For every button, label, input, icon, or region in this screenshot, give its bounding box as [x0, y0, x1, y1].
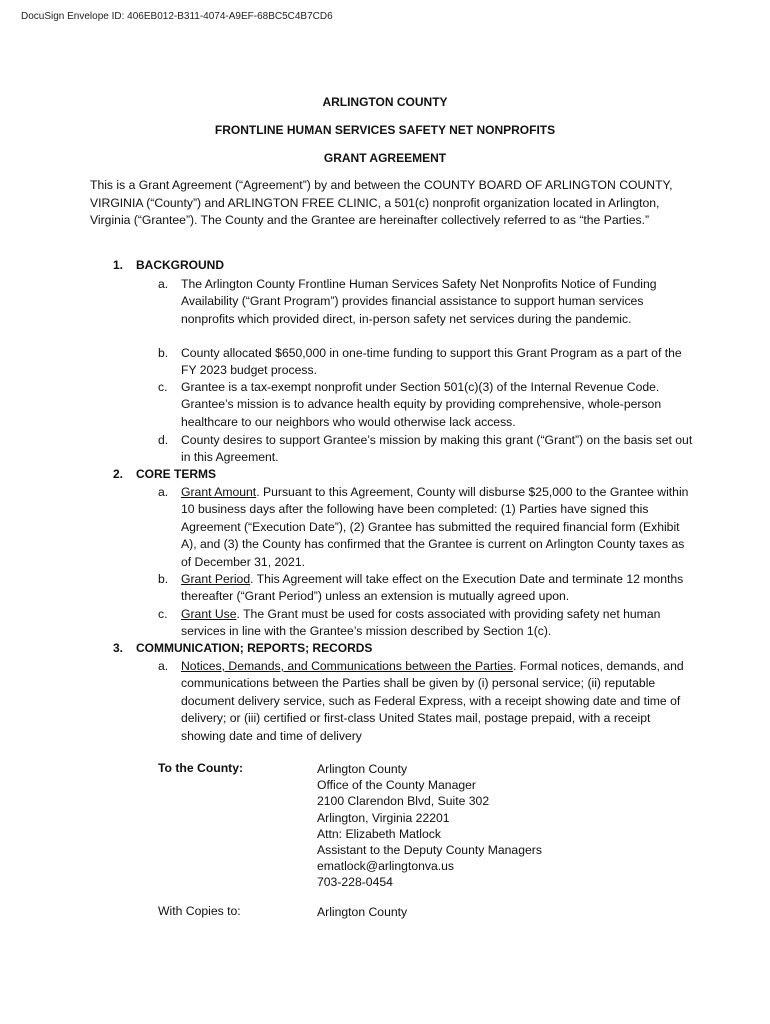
address-line: Office of the County Manager: [317, 778, 476, 793]
section-title: CORE TERMS: [136, 467, 217, 481]
item-marker: a.: [158, 659, 169, 673]
copies-address-block: [317, 904, 407, 920]
item-marker: c.: [158, 380, 168, 394]
address-line: Arlington, Virginia 22201: [317, 810, 450, 825]
heading-program: FRONTLINE HUMAN SERVICES SAFETY NET NONPROFITS: [214, 123, 556, 137]
item-text: . Formal notices, demands, and communications between the Parties shall be given by (i) personal service; (ii) reputable document delivery service, such as Federal Express, with a receipt showing date and time of delivery; or (iii) certified or first-class United States mail, postage prepaid, with a receipt showing date and time of delivery: [181, 659, 684, 743]
section-2-heading: [113, 467, 216, 481]
item-lead-term: Notices, Demands, and Communications between the Parties: [181, 659, 513, 673]
item-marker: c.: [158, 607, 168, 621]
item-text: County desires to support Grantee’s mission by making this grant (“Grant”) on the basis set out in this Agreement.: [181, 433, 693, 465]
item-marker: d.: [158, 433, 169, 447]
section-title: COMMUNICATION; REPORTS; RECORDS: [136, 641, 373, 655]
phone-line: 703-228-0454: [317, 875, 393, 890]
section-3-item-a: [158, 658, 693, 745]
section-1-item-c: [158, 379, 693, 431]
section-2-item-b: [158, 571, 693, 606]
section-number: 1.: [113, 258, 124, 272]
intro-paragraph: This is a Grant Agreement (“Agreement”) by and between the COUNTY BOARD OF ARLINGTON COUNTY, VIRGINIA (“County”) and ARLINGTON FREE CLINIC, a 501(c) nonprofit organization located in Arlington, Virginia (“Grantee”). The County and the Grantee are hereinafter collectively referred to as “the Parties.”: [90, 178, 673, 228]
section-2-item-c: [158, 606, 693, 641]
email-line: ematlock@arlingtonva.us: [317, 859, 455, 874]
copies-to-label: With Copies to:: [158, 904, 241, 918]
item-text: Grantee is a tax-exempt nonprofit under Section 501(c)(3) of the Internal Revenue Code. Grantee’s mission is to advance health equity by providing comprehensive, whole-person healthcare to our neighbors who would otherwise lack access.: [181, 380, 662, 429]
section-1-heading: [113, 258, 224, 272]
section-1-item-d: [158, 432, 693, 467]
section-number: 2.: [113, 467, 124, 481]
item-text: . Pursuant to this Agreement, County will disburse $25,000 to the Grantee within 10 business days after the following have been completed: (1) Parties have signed this Agreement (“Execution Date”), (2) Grantee has submitted the required financial form (Exhibit A), and (3) the County has confirmed that the Grantee is current on Arlington County taxes as of December 31, 2021.: [181, 485, 689, 569]
county-address-block: [317, 761, 542, 891]
item-marker: a.: [158, 277, 169, 291]
to-county-label: To the County:: [158, 761, 244, 775]
item-text: . This Agreement will take effect on the Execution Date and terminate 12 months thereafter (“Grant Period”) unless an extension is mutually agreed upon.: [181, 572, 684, 604]
section-2-item-a: [158, 484, 693, 571]
envelope-id: DocuSign Envelope ID: 406EB012-B311-4074-A9EF-68BC5C4B7CD6: [21, 11, 333, 22]
section-1-item-a: [158, 276, 693, 328]
item-text: County allocated $650,000 in one-time funding to support this Grant Program as a part of the FY 2023 budget process.: [181, 346, 682, 378]
address-line: 2100 Clarendon Blvd, Suite 302: [317, 794, 490, 809]
item-marker: b.: [158, 346, 169, 360]
section-1-item-b: [158, 345, 693, 380]
section-title: BACKGROUND: [136, 258, 224, 272]
item-marker: b.: [158, 572, 169, 586]
heading-county: ARLINGTON COUNTY: [322, 95, 448, 109]
address-line: Arlington County: [317, 905, 408, 919]
section-3-heading: [113, 641, 372, 655]
address-line: Assistant to the Deputy County Managers: [317, 843, 542, 858]
address-line: Arlington County: [317, 762, 408, 776]
item-marker: a.: [158, 485, 169, 499]
item-text: . The Grant must be used for costs associated with providing safety net human services in line with the Grantee’s mission described by Section 1(c).: [181, 607, 661, 639]
item-lead-term: Grant Use: [181, 607, 237, 621]
item-lead-term: Grant Amount: [181, 485, 257, 499]
heading-agreement: GRANT AGREEMENT: [323, 151, 447, 165]
item-lead-term: Grant Period: [181, 572, 251, 586]
section-number: 3.: [113, 641, 124, 655]
address-line: Attn: Elizabeth Matlock: [317, 826, 441, 841]
item-text: The Arlington County Frontline Human Services Safety Net Nonprofits Notice of Funding Availability (“Grant Program”) provides financial assistance to support human services nonprofits which provided direct, in-person safety net services during the pandemic.: [181, 277, 657, 326]
